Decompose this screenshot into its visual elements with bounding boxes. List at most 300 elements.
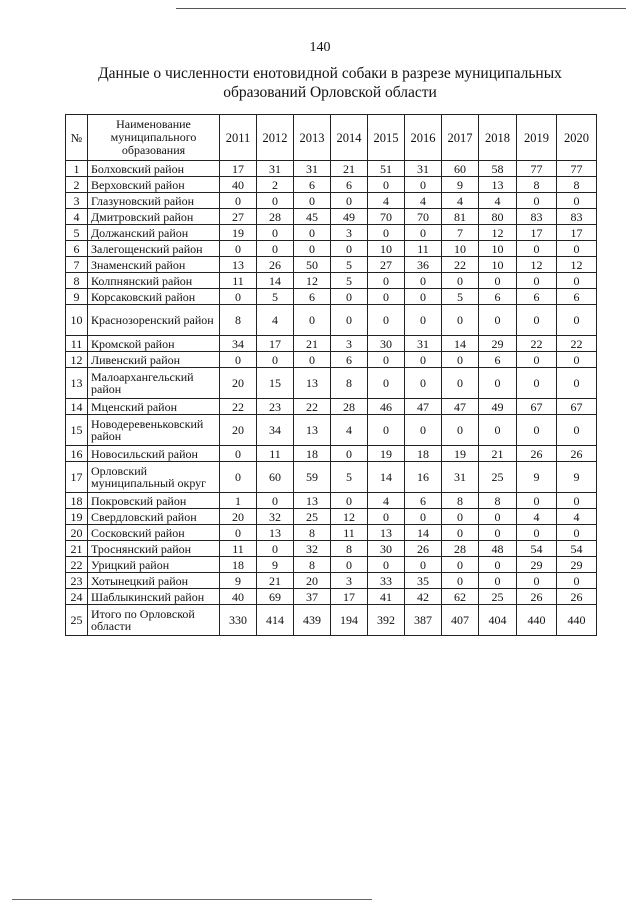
table-row	[66, 541, 597, 557]
row-number: 15	[66, 415, 88, 446]
row-value: 26	[557, 446, 597, 462]
row-value: 0	[257, 493, 294, 509]
table-row	[66, 493, 597, 509]
row-value: 0	[368, 177, 405, 193]
row-name: Хотынецкий район	[88, 573, 220, 589]
row-value: 0	[557, 305, 597, 336]
row-value: 4	[368, 493, 405, 509]
row-value: 0	[257, 225, 294, 241]
row-value: 31	[405, 161, 442, 177]
row-name: Шаблыкинский район	[88, 589, 220, 605]
row-value: 0	[557, 525, 597, 541]
row-value: 35	[405, 573, 442, 589]
row-number: 4	[66, 209, 88, 225]
row-value: 28	[257, 209, 294, 225]
row-value: 5	[442, 289, 479, 305]
row-value: 19	[442, 446, 479, 462]
row-value: 9	[517, 462, 557, 493]
row-value: 5	[331, 273, 368, 289]
row-value: 0	[331, 193, 368, 209]
row-value: 0	[331, 446, 368, 462]
table-row	[66, 462, 597, 493]
population-table	[65, 114, 597, 636]
row-value: 387	[405, 605, 442, 636]
row-value: 83	[557, 209, 597, 225]
row-value: 0	[517, 368, 557, 399]
row-value: 0	[442, 509, 479, 525]
table-row	[66, 289, 597, 305]
row-value: 0	[557, 415, 597, 446]
row-value: 3	[331, 336, 368, 352]
table-row	[66, 209, 597, 225]
row-value: 40	[220, 177, 257, 193]
row-value: 194	[331, 605, 368, 636]
row-value: 17	[557, 225, 597, 241]
row-number: 21	[66, 541, 88, 557]
row-name: Мценский район	[88, 399, 220, 415]
row-value: 41	[368, 589, 405, 605]
row-value: 14	[442, 336, 479, 352]
row-value: 34	[220, 336, 257, 352]
row-value: 0	[368, 352, 405, 368]
row-value: 47	[442, 399, 479, 415]
row-value: 54	[517, 541, 557, 557]
row-value: 13	[220, 257, 257, 273]
row-value: 22	[220, 399, 257, 415]
row-value: 0	[442, 273, 479, 289]
row-value: 0	[368, 225, 405, 241]
row-value: 4	[517, 509, 557, 525]
header-year: 2017	[442, 115, 479, 161]
row-value: 13	[479, 177, 517, 193]
row-value: 13	[294, 368, 331, 399]
row-name: Новодеревеньковский район	[88, 415, 220, 446]
row-value: 20	[220, 509, 257, 525]
row-value: 0	[405, 289, 442, 305]
row-value: 0	[442, 352, 479, 368]
row-value: 36	[405, 257, 442, 273]
row-value: 4	[257, 305, 294, 336]
row-value: 440	[557, 605, 597, 636]
row-number: 19	[66, 509, 88, 525]
row-number: 3	[66, 193, 88, 209]
row-value: 8	[517, 177, 557, 193]
header-name-line: муниципального	[110, 130, 197, 144]
row-value: 31	[405, 336, 442, 352]
table-row	[66, 273, 597, 289]
row-value: 49	[331, 209, 368, 225]
row-value: 12	[331, 509, 368, 525]
row-number: 6	[66, 241, 88, 257]
row-value: 51	[368, 161, 405, 177]
row-value: 0	[331, 289, 368, 305]
row-value: 0	[405, 273, 442, 289]
row-value: 30	[368, 336, 405, 352]
row-value: 32	[294, 541, 331, 557]
row-value: 58	[479, 161, 517, 177]
row-value: 0	[517, 415, 557, 446]
row-name: Краснозоренский район	[88, 305, 220, 336]
row-value: 37	[294, 589, 331, 605]
row-value: 0	[442, 368, 479, 399]
row-value: 62	[442, 589, 479, 605]
table-row	[66, 161, 597, 177]
row-number: 11	[66, 336, 88, 352]
row-value: 22	[442, 257, 479, 273]
row-name: Колпнянский район	[88, 273, 220, 289]
row-value: 26	[557, 589, 597, 605]
row-value: 20	[294, 573, 331, 589]
row-value: 11	[331, 525, 368, 541]
row-value: 59	[294, 462, 331, 493]
row-value: 414	[257, 605, 294, 636]
row-value: 0	[517, 193, 557, 209]
row-name: Свердловский район	[88, 509, 220, 525]
row-value: 26	[405, 541, 442, 557]
row-value: 8	[294, 525, 331, 541]
row-value: 6	[517, 289, 557, 305]
row-value: 9	[442, 177, 479, 193]
row-value: 20	[220, 415, 257, 446]
row-number: 20	[66, 525, 88, 541]
row-value: 407	[442, 605, 479, 636]
row-value: 4	[331, 415, 368, 446]
row-value: 22	[557, 336, 597, 352]
row-value: 30	[368, 541, 405, 557]
row-value: 28	[331, 399, 368, 415]
row-value: 70	[368, 209, 405, 225]
row-value: 0	[442, 305, 479, 336]
table-row	[66, 225, 597, 241]
row-name: Малоархангельский район	[88, 368, 220, 399]
row-value: 0	[557, 493, 597, 509]
row-value: 10	[479, 241, 517, 257]
table-row	[66, 368, 597, 399]
row-value: 0	[368, 273, 405, 289]
row-value: 17	[220, 161, 257, 177]
row-value: 16	[405, 462, 442, 493]
row-value: 12	[294, 273, 331, 289]
row-value: 0	[331, 305, 368, 336]
row-value: 5	[257, 289, 294, 305]
row-value: 0	[517, 525, 557, 541]
row-value: 0	[479, 415, 517, 446]
row-value: 6	[331, 177, 368, 193]
row-value: 0	[368, 368, 405, 399]
row-value: 0	[331, 493, 368, 509]
row-value: 0	[257, 541, 294, 557]
row-value: 0	[442, 415, 479, 446]
row-value: 440	[517, 605, 557, 636]
row-value: 8	[331, 368, 368, 399]
row-value: 28	[442, 541, 479, 557]
row-number: 18	[66, 493, 88, 509]
row-value: 21	[257, 573, 294, 589]
row-value: 19	[368, 446, 405, 462]
row-value: 0	[405, 352, 442, 368]
row-value: 13	[257, 525, 294, 541]
row-value: 17	[517, 225, 557, 241]
header-year: 2012	[257, 115, 294, 161]
row-value: 13	[294, 493, 331, 509]
row-value: 0	[479, 525, 517, 541]
table-row	[66, 257, 597, 273]
row-number: 1	[66, 161, 88, 177]
row-value: 0	[294, 305, 331, 336]
row-name: Сосковский район	[88, 525, 220, 541]
row-value: 10	[368, 241, 405, 257]
row-value: 0	[220, 352, 257, 368]
row-value: 29	[479, 336, 517, 352]
row-value: 27	[368, 257, 405, 273]
row-value: 0	[331, 557, 368, 573]
table-row	[66, 589, 597, 605]
row-value: 17	[331, 589, 368, 605]
row-value: 25	[479, 589, 517, 605]
row-value: 13	[368, 525, 405, 541]
table-row	[66, 177, 597, 193]
row-value: 17	[257, 336, 294, 352]
header-year: 2018	[479, 115, 517, 161]
row-value: 20	[220, 368, 257, 399]
table-row	[66, 241, 597, 257]
row-value: 0	[557, 193, 597, 209]
table-row	[66, 193, 597, 209]
row-value: 14	[368, 462, 405, 493]
row-value: 77	[557, 161, 597, 177]
row-value: 0	[479, 573, 517, 589]
row-value: 6	[294, 177, 331, 193]
row-value: 0	[405, 415, 442, 446]
row-value: 21	[479, 446, 517, 462]
table-row	[66, 336, 597, 352]
row-value: 0	[517, 305, 557, 336]
row-value: 0	[220, 193, 257, 209]
row-value: 0	[368, 557, 405, 573]
row-value: 12	[557, 257, 597, 273]
row-value: 42	[405, 589, 442, 605]
row-value: 13	[294, 415, 331, 446]
row-value: 0	[405, 557, 442, 573]
row-value: 26	[257, 257, 294, 273]
table-row	[66, 605, 597, 636]
row-value: 11	[405, 241, 442, 257]
row-name: Новосильский район	[88, 446, 220, 462]
row-value: 21	[331, 161, 368, 177]
row-value: 0	[517, 352, 557, 368]
row-value: 14	[257, 273, 294, 289]
row-value: 0	[557, 241, 597, 257]
table-row	[66, 509, 597, 525]
row-value: 4	[405, 193, 442, 209]
row-name: Троснянский район	[88, 541, 220, 557]
row-value: 0	[331, 241, 368, 257]
header-year: 2011	[220, 115, 257, 161]
row-value: 0	[557, 273, 597, 289]
row-value: 49	[479, 399, 517, 415]
row-value: 0	[479, 368, 517, 399]
row-value: 15	[257, 368, 294, 399]
row-value: 45	[294, 209, 331, 225]
row-value: 80	[479, 209, 517, 225]
row-name: Орловский муниципальный округ	[88, 462, 220, 493]
row-value: 12	[479, 225, 517, 241]
row-value: 10	[479, 257, 517, 273]
row-number: 7	[66, 257, 88, 273]
row-name: Урицкий район	[88, 557, 220, 573]
row-value: 0	[557, 573, 597, 589]
row-value: 4	[442, 193, 479, 209]
table-row	[66, 305, 597, 336]
row-value: 0	[442, 525, 479, 541]
row-value: 0	[479, 557, 517, 573]
header-name-line: Наименование	[116, 117, 191, 131]
row-value: 31	[257, 161, 294, 177]
row-value: 0	[368, 289, 405, 305]
table-row	[66, 525, 597, 541]
row-value: 29	[557, 557, 597, 573]
row-value: 0	[557, 352, 597, 368]
row-value: 18	[294, 446, 331, 462]
row-value: 18	[220, 557, 257, 573]
row-value: 11	[220, 273, 257, 289]
row-name: Должанский район	[88, 225, 220, 241]
header-year: 2015	[368, 115, 405, 161]
row-value: 1	[220, 493, 257, 509]
row-value: 0	[294, 352, 331, 368]
row-number: 12	[66, 352, 88, 368]
row-value: 21	[294, 336, 331, 352]
row-value: 0	[517, 573, 557, 589]
row-value: 2	[257, 177, 294, 193]
row-value: 0	[294, 241, 331, 257]
row-value: 0	[405, 177, 442, 193]
row-value: 0	[479, 509, 517, 525]
row-value: 0	[368, 509, 405, 525]
row-value: 4	[557, 509, 597, 525]
row-value: 6	[331, 352, 368, 368]
row-value: 8	[479, 493, 517, 509]
row-value: 77	[517, 161, 557, 177]
row-number: 16	[66, 446, 88, 462]
row-value: 7	[442, 225, 479, 241]
row-name: Корсаковский район	[88, 289, 220, 305]
header-year: 2016	[405, 115, 442, 161]
row-value: 19	[220, 225, 257, 241]
row-value: 439	[294, 605, 331, 636]
row-name: Залегощенский район	[88, 241, 220, 257]
row-value: 14	[405, 525, 442, 541]
row-value: 0	[405, 368, 442, 399]
row-value: 8	[331, 541, 368, 557]
page-number: 140	[309, 40, 331, 55]
row-value: 0	[220, 462, 257, 493]
table-body	[66, 161, 597, 636]
row-value: 6	[479, 352, 517, 368]
header-year: 2019	[517, 115, 557, 161]
table-row	[66, 415, 597, 446]
row-value: 0	[257, 193, 294, 209]
row-value: 404	[479, 605, 517, 636]
row-value: 27	[220, 209, 257, 225]
row-value: 3	[331, 573, 368, 589]
row-value: 330	[220, 605, 257, 636]
row-value: 0	[220, 289, 257, 305]
row-name: Кромской район	[88, 336, 220, 352]
row-name: Глазуновский район	[88, 193, 220, 209]
row-value: 81	[442, 209, 479, 225]
row-value: 0	[368, 305, 405, 336]
row-value: 22	[517, 336, 557, 352]
row-value: 6	[479, 289, 517, 305]
row-number: 25	[66, 605, 88, 636]
row-value: 67	[557, 399, 597, 415]
row-value: 50	[294, 257, 331, 273]
row-value: 60	[257, 462, 294, 493]
table-row	[66, 557, 597, 573]
document-title	[90, 64, 570, 102]
table-row	[66, 352, 597, 368]
row-value: 67	[517, 399, 557, 415]
row-value: 31	[442, 462, 479, 493]
row-value: 22	[294, 399, 331, 415]
header-year: 2013	[294, 115, 331, 161]
row-name: Итого по Орловской области	[88, 605, 220, 636]
row-name: Знаменский район	[88, 257, 220, 273]
row-value: 32	[257, 509, 294, 525]
row-value: 83	[517, 209, 557, 225]
table-row	[66, 399, 597, 415]
row-value: 0	[442, 573, 479, 589]
row-value: 0	[405, 305, 442, 336]
title-line-1: Данные о численности енотовидной собаки в разрезе муниципальных	[98, 65, 562, 82]
row-value: 0	[368, 415, 405, 446]
row-value: 54	[557, 541, 597, 557]
row-name: Болховский район	[88, 161, 220, 177]
row-number: 13	[66, 368, 88, 399]
row-name: Ливенский район	[88, 352, 220, 368]
row-value: 0	[220, 446, 257, 462]
row-value: 0	[405, 225, 442, 241]
row-value: 47	[405, 399, 442, 415]
row-number: 24	[66, 589, 88, 605]
row-value: 10	[442, 241, 479, 257]
row-value: 25	[479, 462, 517, 493]
row-value: 0	[405, 509, 442, 525]
row-number: 17	[66, 462, 88, 493]
row-number: 5	[66, 225, 88, 241]
row-value: 29	[517, 557, 557, 573]
row-value: 5	[331, 257, 368, 273]
row-number: 9	[66, 289, 88, 305]
row-value: 4	[368, 193, 405, 209]
row-value: 4	[479, 193, 517, 209]
row-value: 0	[557, 368, 597, 399]
row-value: 0	[517, 241, 557, 257]
row-value: 0	[220, 525, 257, 541]
row-value: 9	[557, 462, 597, 493]
row-value: 0	[294, 225, 331, 241]
header-year: 2020	[557, 115, 597, 161]
table-row	[66, 573, 597, 589]
row-value: 31	[294, 161, 331, 177]
header-name-line: образования	[121, 143, 186, 157]
row-value: 40	[220, 589, 257, 605]
row-value: 6	[294, 289, 331, 305]
row-value: 0	[294, 193, 331, 209]
row-name: Верховский район	[88, 177, 220, 193]
row-value: 34	[257, 415, 294, 446]
